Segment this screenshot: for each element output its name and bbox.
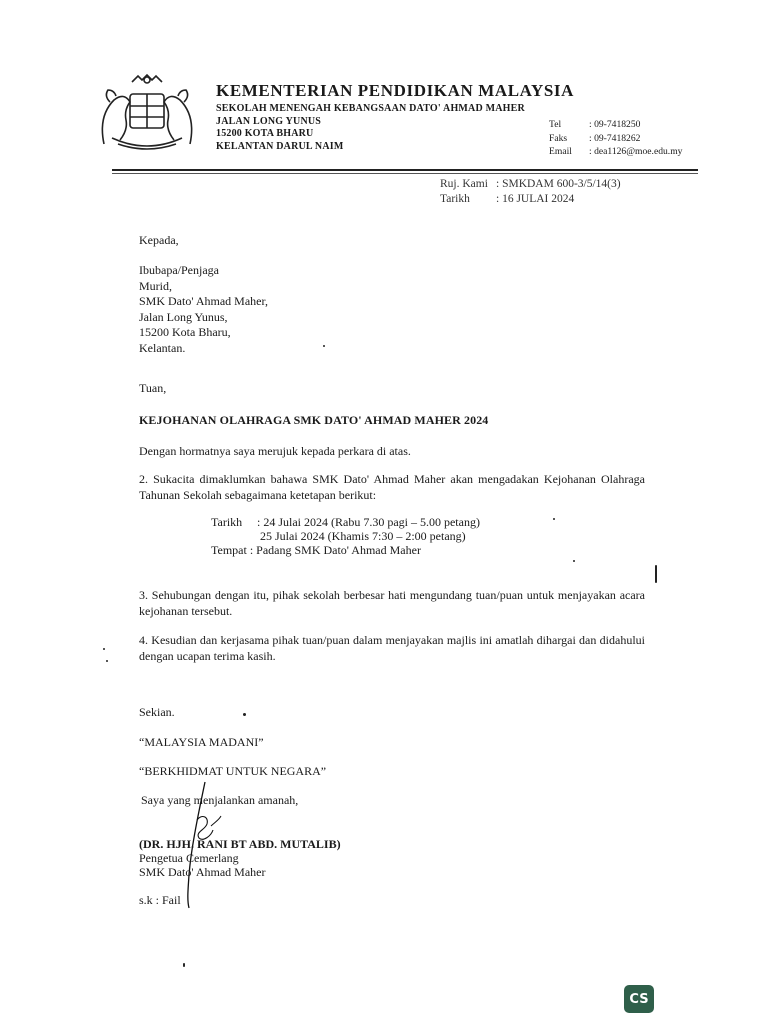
recipient-line: Murid, <box>139 278 172 293</box>
scan-speck <box>573 560 575 562</box>
signatory-school: SMK Dato' Ahmad Maher <box>139 865 266 879</box>
fax-label: Faks <box>549 132 568 144</box>
school-name: SEKOLAH MENENGAH KEBANGSAAN DATO' AHMAD MAHER <box>216 103 525 114</box>
reference-block <box>440 177 621 207</box>
scan-speck <box>106 660 108 662</box>
scan-speck <box>243 713 246 716</box>
letterhead <box>216 82 574 152</box>
scan-speck <box>553 518 555 520</box>
ref-label: Ruj. Kami <box>440 178 488 190</box>
header-divider <box>112 169 698 171</box>
scan-speck <box>103 648 105 650</box>
event-place: Tempat : Padang SMK Dato' Ahmad Maher <box>211 543 421 557</box>
header-divider-thin <box>112 173 698 174</box>
tel-label: Tel <box>549 119 562 130</box>
salutation: Tuan, <box>139 381 167 395</box>
signatory-name: (DR. HJH. RANI BT ABD. MUTALIB) <box>139 837 341 851</box>
email-label: Email <box>549 146 572 157</box>
cc-line: s.k : Fail <box>139 893 181 907</box>
motto-madani: “MALAYSIA MADANI” <box>139 735 264 749</box>
address-line: KELANTAN DARUL NAIM <box>216 140 344 152</box>
date-label: Tarikh <box>440 193 470 205</box>
recipient-line: Jalan Long Yunus, <box>139 309 228 324</box>
opening-line: Dengan hormatnya saya merujuk kepada perkara di atas. <box>139 444 411 458</box>
subject-heading: KEJOHANAN OLAHRAGA SMK DATO' AHMAD MAHER 2024 <box>139 413 489 427</box>
trust-line: Saya yang menjalankan amanah, <box>141 793 299 807</box>
scan-speck <box>183 963 185 967</box>
recipient-line: 15200 Kota Bharu, <box>139 325 231 339</box>
event-date-label: Tarikh <box>211 515 243 529</box>
scan-speck <box>655 565 657 583</box>
coat-of-arms-icon <box>92 72 202 154</box>
recipient-line: Kelantan. <box>139 340 186 355</box>
address-line: JALAN LONG YUNUS <box>216 115 322 127</box>
fax-value: : 09-7418262 <box>589 132 641 144</box>
contact-block <box>549 118 682 159</box>
date-value: : 16 JULAI 2024 <box>496 193 575 205</box>
address-line: 15200 KOTA BHARU <box>216 128 314 140</box>
email-value: : dea1126@moe.edu.my <box>589 146 683 157</box>
closing-sekian: Sekian. <box>139 705 175 719</box>
motto-berkhidmat: “BERKHIDMAT UNTUK NEGARA” <box>139 764 327 778</box>
scan-speck <box>323 345 325 347</box>
ref-value: : SMKDAM 600-3/5/14(3) <box>496 178 621 190</box>
recipient-line: Ibubapa/Penjaga <box>139 263 219 277</box>
signatory-title: Pengetua Cemerlang <box>139 851 239 865</box>
event-details <box>211 515 480 557</box>
paragraph-3: 3. Sehubungan dengan itu, pihak sekolah berbesar hati mengundang tuan/puan untuk menjayakan acara kejohanan tersebut. <box>139 588 645 618</box>
event-date-2: 25 Julai 2024 (Khamis 7:30 – 2:00 petang) <box>260 529 466 543</box>
recipient-line: SMK Dato' Ahmad Maher, <box>139 294 268 308</box>
event-date-1: : 24 Julai 2024 (Rabu 7.30 pagi – 5.00 petang) <box>257 515 480 529</box>
paragraph-4: 4. Kesudian dan kerjasama pihak tuan/puan dalam menjayakan majlis ini amatlah dihargai dan didahului dengan ucapan terima kasih. <box>139 633 645 663</box>
recipient-address <box>139 263 268 356</box>
paragraph-2: 2. Sukacita dimaklumkan bahawa SMK Dato' Ahmad Maher akan mengadakan Kejohanan Olahraga Tahunan Sekolah sebagaimana ketetapan berikut: <box>139 472 645 502</box>
camscanner-badge: CS <box>624 985 654 1013</box>
to-label: Kepada, <box>139 233 179 247</box>
ministry-name: KEMENTERIAN PENDIDIKAN MALAYSIA <box>216 81 575 100</box>
tel-value: : 09-7418250 <box>589 119 641 130</box>
